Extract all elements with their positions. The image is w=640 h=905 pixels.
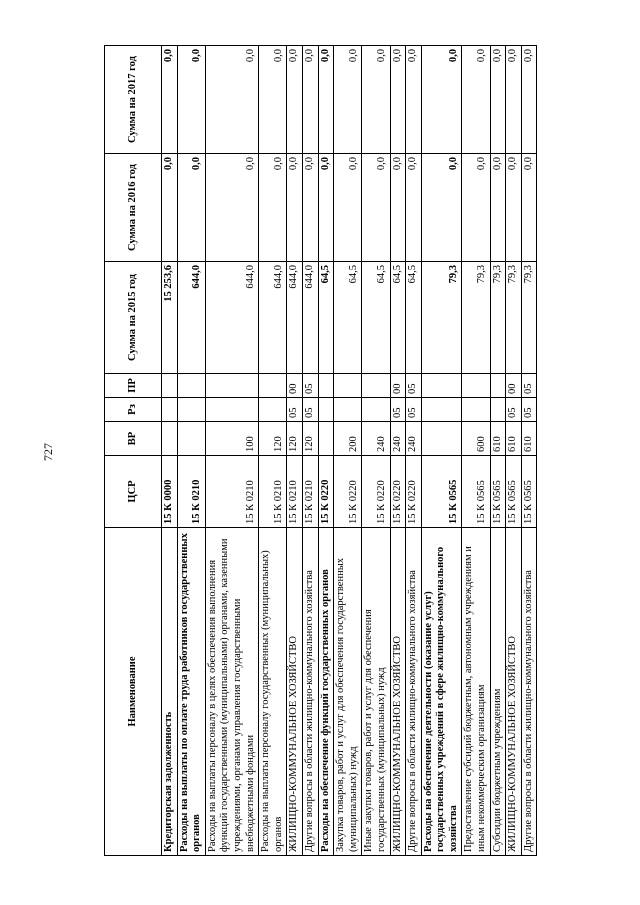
- cell-rz: 05: [406, 398, 422, 422]
- cell-rz: 05: [506, 398, 522, 422]
- cell-sum-2017: 0,0: [302, 46, 318, 154]
- cell-vr: 100: [205, 422, 258, 456]
- cell-pr: 00: [390, 374, 406, 398]
- cell-vr: [421, 422, 462, 456]
- cell-pr: [318, 374, 334, 398]
- table-row: [302, 46, 318, 856]
- cell-sum-2017: 0,0: [177, 46, 205, 154]
- cell-sum-2017: 0,0: [406, 46, 422, 154]
- table-row: [390, 46, 406, 856]
- cell-rz: [177, 398, 205, 422]
- cell-name: ЖИЛИЩНО-КОММУНАЛЬНОЕ ХОЗЯЙСТВО: [390, 528, 406, 856]
- table-header-row: [105, 46, 162, 856]
- cell-csr: 15 К 0210: [205, 456, 258, 528]
- cell-sum-2017: 0,0: [259, 46, 287, 154]
- cell-rz: 05: [521, 398, 537, 422]
- cell-rz: 05: [302, 398, 318, 422]
- page-number: 727: [41, 443, 55, 461]
- cell-rz: [362, 398, 390, 422]
- cell-sum-2016: 0,0: [287, 154, 303, 262]
- cell-sum-2016: 0,0: [177, 154, 205, 262]
- cell-name: Иные закупки товаров, работ и услуг для обеспечения государственных (муниципальных) нужд: [362, 528, 390, 856]
- table-row: [205, 46, 258, 856]
- cell-name: Кредиторская задолженность: [162, 528, 178, 856]
- cell-vr: 200: [334, 422, 362, 456]
- cell-sum-2016: 0,0: [205, 154, 258, 262]
- cell-pr: 05: [302, 374, 318, 398]
- cell-vr: 120: [259, 422, 287, 456]
- cell-csr: 15 К 0210: [302, 456, 318, 528]
- cell-rz: [162, 398, 178, 422]
- cell-sum-2015: 644,0: [205, 262, 258, 374]
- cell-csr: 15 К 0220: [334, 456, 362, 528]
- table-container: [104, 46, 534, 856]
- table-row: [406, 46, 422, 856]
- cell-csr: 15 К 0565: [462, 456, 490, 528]
- cell-name: Расходы на выплаты персоналу в целях обеспечения выполнения функций государственными (муниципальными) органами, казенными учреждениями, органами управления государственными внебюджетными фондами: [205, 528, 258, 856]
- table-row: [162, 46, 178, 856]
- header-vr: ВР: [105, 422, 162, 456]
- cell-name: Расходы на обеспечение деятельности (оказание услуг) государственных учреждений в сфере жилищно-коммунального хозяйства: [421, 528, 462, 856]
- cell-pr: [162, 374, 178, 398]
- table-row: [462, 46, 490, 856]
- cell-pr: 05: [406, 374, 422, 398]
- cell-sum-2016: 0,0: [259, 154, 287, 262]
- cell-sum-2016: 0,0: [318, 154, 334, 262]
- cell-vr: 120: [302, 422, 318, 456]
- cell-pr: [334, 374, 362, 398]
- cell-sum-2016: 0,0: [162, 154, 178, 262]
- cell-sum-2016: 0,0: [506, 154, 522, 262]
- cell-sum-2017: 0,0: [162, 46, 178, 154]
- cell-csr: 15 К 0210: [177, 456, 205, 528]
- table-row: [521, 46, 537, 856]
- cell-sum-2016: 0,0: [334, 154, 362, 262]
- cell-vr: 610: [506, 422, 522, 456]
- cell-rz: [421, 398, 462, 422]
- cell-name: Закупка товаров, работ и услуг для обеспечения государственных (муниципальных) нужд: [334, 528, 362, 856]
- table-row: [259, 46, 287, 856]
- header-pr: ПР: [105, 374, 162, 398]
- cell-sum-2015: 79,3: [490, 262, 506, 374]
- cell-name: ЖИЛИЩНО-КОММУНАЛЬНОЕ ХОЗЯЙСТВО: [506, 528, 522, 856]
- cell-sum-2015: 644,0: [177, 262, 205, 374]
- cell-sum-2015: 79,3: [521, 262, 537, 374]
- table-row: [177, 46, 205, 856]
- cell-sum-2017: 0,0: [490, 46, 506, 154]
- cell-sum-2017: 0,0: [421, 46, 462, 154]
- header-sum-2016: Сумма на 2016 год: [105, 154, 162, 262]
- rotated-table-frame: [104, 46, 534, 856]
- cell-sum-2016: 0,0: [406, 154, 422, 262]
- cell-csr: 15 К 0220: [406, 456, 422, 528]
- cell-rz: [334, 398, 362, 422]
- cell-sum-2015: 64,5: [362, 262, 390, 374]
- cell-name: Расходы на выплаты персоналу государственных (муниципальных) органов: [259, 528, 287, 856]
- header-sum-2017: Сумма на 2017 год: [105, 46, 162, 154]
- header-name: Наименование: [105, 528, 162, 856]
- cell-sum-2016: 0,0: [421, 154, 462, 262]
- table-row: [490, 46, 506, 856]
- cell-name: ЖИЛИЩНО-КОММУНАЛЬНОЕ ХОЗЯЙСТВО: [287, 528, 303, 856]
- table-row: [318, 46, 334, 856]
- cell-sum-2017: 0,0: [506, 46, 522, 154]
- cell-pr: [205, 374, 258, 398]
- cell-vr: 120: [287, 422, 303, 456]
- cell-csr: 15 К 0565: [421, 456, 462, 528]
- cell-sum-2017: 0,0: [462, 46, 490, 154]
- cell-rz: 05: [390, 398, 406, 422]
- cell-name: Предоставление субсидий бюджетным, автономным учреждениям и иным некоммерческим организациям: [462, 528, 490, 856]
- cell-name: Расходы на обеспечение функций государственных органов: [318, 528, 334, 856]
- cell-sum-2016: 0,0: [521, 154, 537, 262]
- cell-csr: 15 К 0000: [162, 456, 178, 528]
- cell-sum-2016: 0,0: [462, 154, 490, 262]
- budget-table: [104, 45, 537, 856]
- cell-vr: 240: [390, 422, 406, 456]
- cell-sum-2015: 64,5: [390, 262, 406, 374]
- cell-pr: [362, 374, 390, 398]
- cell-sum-2015: 79,3: [506, 262, 522, 374]
- cell-sum-2015: 64,5: [406, 262, 422, 374]
- cell-sum-2015: 79,3: [421, 262, 462, 374]
- cell-sum-2015: 79,3: [462, 262, 490, 374]
- cell-pr: [421, 374, 462, 398]
- cell-sum-2015: 64,5: [318, 262, 334, 374]
- cell-vr: 610: [521, 422, 537, 456]
- cell-csr: 15 К 0565: [506, 456, 522, 528]
- cell-pr: 05: [521, 374, 537, 398]
- cell-sum-2016: 0,0: [490, 154, 506, 262]
- cell-rz: 05: [287, 398, 303, 422]
- cell-sum-2016: 0,0: [390, 154, 406, 262]
- header-sum-2015: Сумма на 2015 год: [105, 262, 162, 374]
- cell-rz: [318, 398, 334, 422]
- cell-pr: [259, 374, 287, 398]
- cell-csr: 15 К 0565: [521, 456, 537, 528]
- cell-pr: [490, 374, 506, 398]
- cell-name: Другие вопросы в области жилищно-коммунального хозяйства: [302, 528, 318, 856]
- cell-csr: 15 К 0220: [362, 456, 390, 528]
- cell-vr: 240: [406, 422, 422, 456]
- cell-vr: [318, 422, 334, 456]
- cell-name: Другие вопросы в области жилищно-коммунального хозяйства: [521, 528, 537, 856]
- cell-name: Субсидии бюджетным учреждениям: [490, 528, 506, 856]
- header-rz: Рз: [105, 398, 162, 422]
- cell-sum-2017: 0,0: [521, 46, 537, 154]
- cell-vr: 600: [462, 422, 490, 456]
- cell-pr: [177, 374, 205, 398]
- cell-pr: 00: [506, 374, 522, 398]
- cell-sum-2017: 0,0: [287, 46, 303, 154]
- cell-sum-2015: 644,0: [259, 262, 287, 374]
- cell-sum-2017: 0,0: [362, 46, 390, 154]
- cell-csr: 15 К 0210: [287, 456, 303, 528]
- cell-vr: 610: [490, 422, 506, 456]
- cell-csr: 15 К 0210: [259, 456, 287, 528]
- cell-sum-2017: 0,0: [205, 46, 258, 154]
- cell-vr: [177, 422, 205, 456]
- table-row: [506, 46, 522, 856]
- cell-rz: [462, 398, 490, 422]
- cell-csr: 15 К 0220: [390, 456, 406, 528]
- cell-vr: [162, 422, 178, 456]
- cell-rz: [490, 398, 506, 422]
- cell-sum-2016: 0,0: [362, 154, 390, 262]
- cell-name: Другие вопросы в области жилищно-коммунального хозяйства: [406, 528, 422, 856]
- cell-csr: 15 К 0565: [490, 456, 506, 528]
- cell-csr: 15 К 0220: [318, 456, 334, 528]
- table-row: [334, 46, 362, 856]
- cell-rz: [259, 398, 287, 422]
- header-csr: ЦСР: [105, 456, 162, 528]
- table-row: [421, 46, 462, 856]
- cell-sum-2015: 644,0: [302, 262, 318, 374]
- cell-sum-2017: 0,0: [390, 46, 406, 154]
- cell-pr: 00: [287, 374, 303, 398]
- cell-rz: [205, 398, 258, 422]
- cell-sum-2017: 0,0: [318, 46, 334, 154]
- cell-sum-2017: 0,0: [334, 46, 362, 154]
- table-row: [362, 46, 390, 856]
- cell-name: Расходы на выплаты по оплате труда работников государственных органов: [177, 528, 205, 856]
- table-body: [162, 46, 537, 856]
- cell-sum-2015: 64,5: [334, 262, 362, 374]
- cell-sum-2016: 0,0: [302, 154, 318, 262]
- cell-sum-2015: 644,0: [287, 262, 303, 374]
- table-row: [287, 46, 303, 856]
- cell-vr: 240: [362, 422, 390, 456]
- cell-sum-2015: 15 253,6: [162, 262, 178, 374]
- cell-pr: [462, 374, 490, 398]
